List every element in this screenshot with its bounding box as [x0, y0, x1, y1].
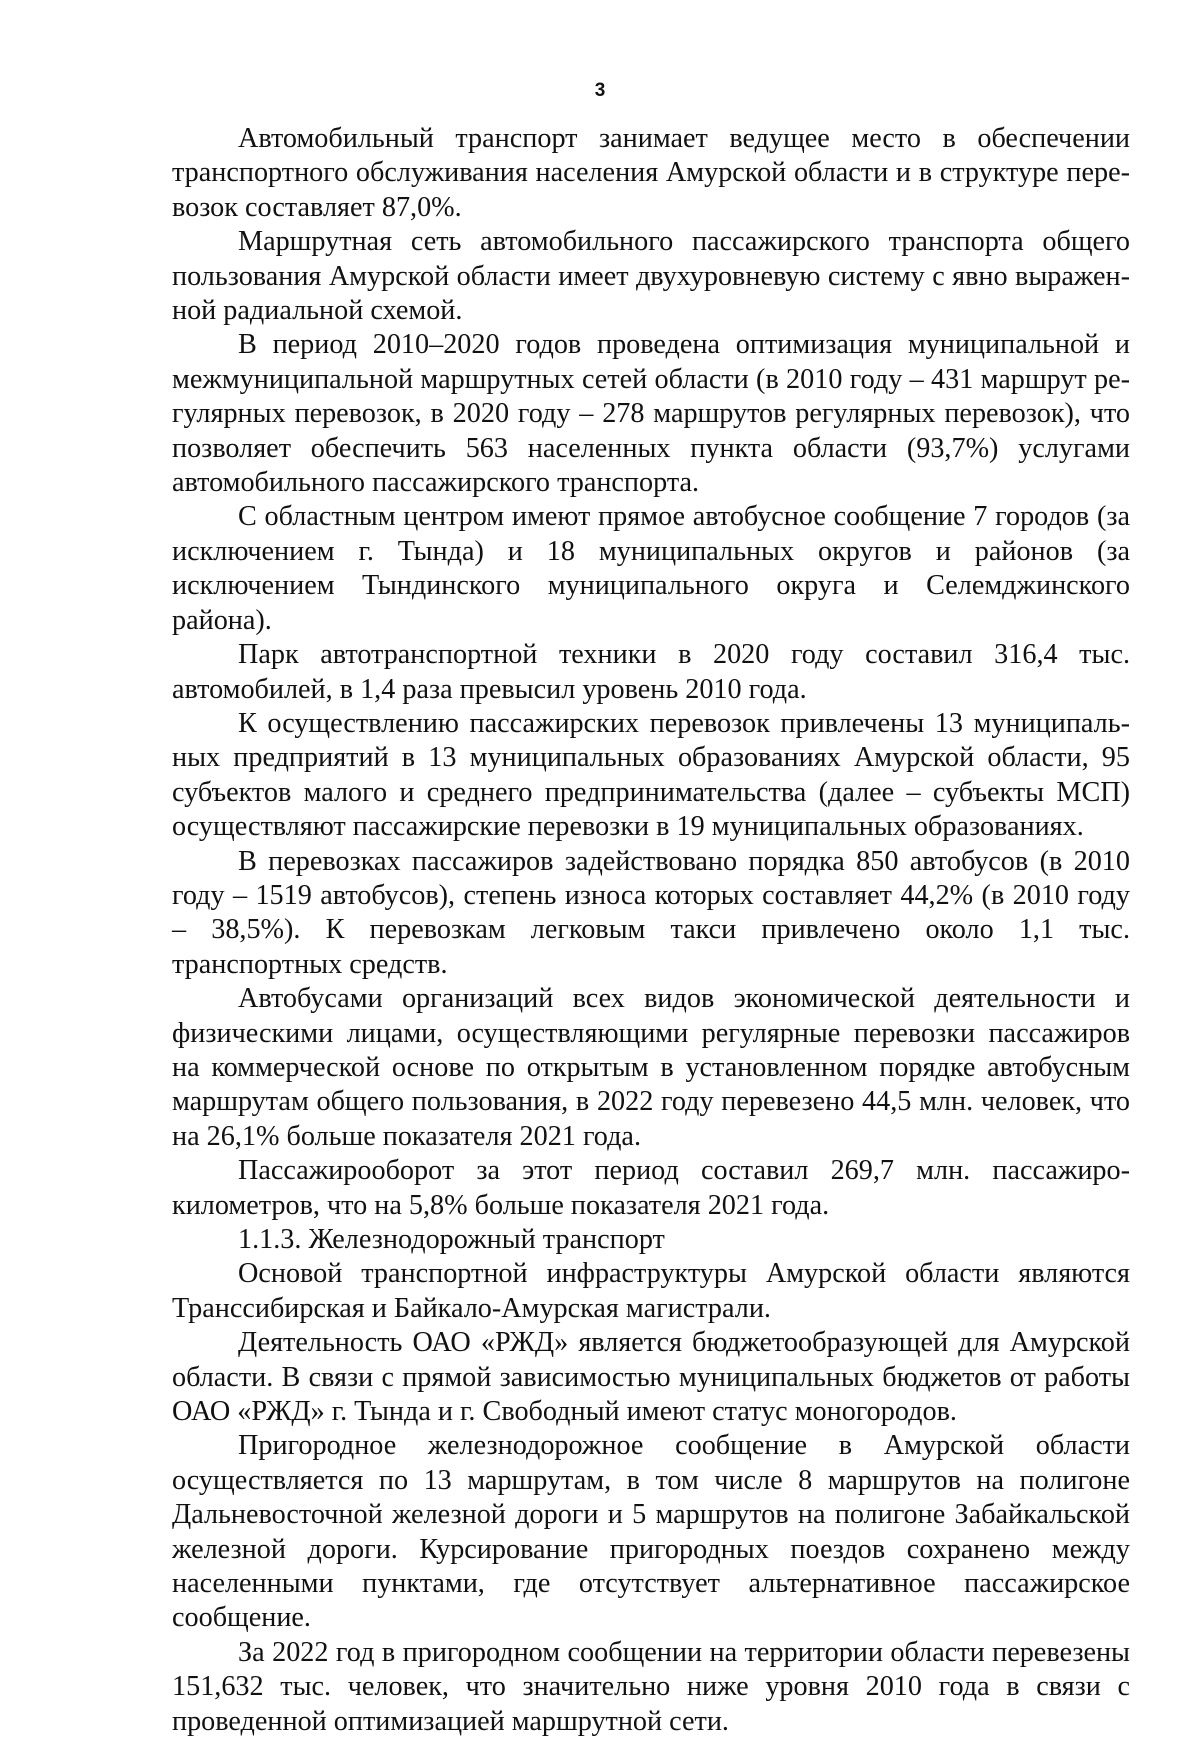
paragraph-rzd-activity: Деятельность ОАО «РЖД» является бюджетообразующей для Амурской области. В связи с прямой зависимостью муниципальных бюджетов от работы ОАО «РЖД» г. Тында и г. Свободный имеют статус моногородов. — [172, 1327, 1130, 1428]
paragraph-route-network: Маршрутная сеть автомобильного пассажирского транспорта общего пользования Амурской области имеет двухуровневую систему с явно выраженной радиальной схемой. — [172, 226, 1130, 327]
paragraph-vehicle-fleet: Парк автотранспортной техники в 2020 году составил 316,4 тыс. автомобилей, в 1,4 раза превысил уровень 2010 года. — [172, 639, 1130, 705]
paragraph-road-transport-share: Автомобильный транспорт занимает ведущее место в обеспечении транспортного обслуживания населения Амурской области и в структуре перевозок составляет 87,0%. — [172, 123, 1130, 223]
page-number: 3 — [594, 80, 606, 101]
paragraph-passengers-carried: Автобусами организаций всех видов экономической деятельности и физическими лицами, осуществляющими регулярные перевозки пассажиров на коммерческой основе по открытым в установленном порядке автобусным маршрутам общего пользования, в 2022 году перевезено 44,5 млн. человек, что на 26,1% больше показателя 2021 года. — [172, 983, 1130, 1152]
paragraph-route-optimization: В период 2010–2020 годов проведена оптимизация муниципальной и межмуниципальной маршрутных сетей области (в 2010 году – 431 маршрут регулярных перевозок, в 2020 году – 278 маршрутов регулярных перевозок), что позволяет обеспечить 563 населенных пункта области (93,7%) услугами автомобильного пассажирского транспорта. — [172, 329, 1130, 499]
section-heading-rail-transport: 1.1.3. Железнодорожный транспорт — [238, 1224, 665, 1255]
paragraph-rail-infrastructure: Основой транспортной инфраструктуры Амурской области являются Транссибирская и Байкало-Амурская магистрали. — [172, 1258, 1130, 1324]
document-body — [172, 122, 1130, 1739]
paragraph-carriers: К осуществлению пассажирских перевозок привлечены 13 муниципальных предприятий в 13 муниципальных образованиях Амурской области, 95 субъектов малого и среднего предпринимательства (далее – субъекты МСП) осуществляют пассажирские перевозки в 19 муниципальных образованиях. — [172, 707, 1130, 843]
paragraph-passenger-turnover: Пассажирооборот за этот период составил 269,7 млн. пассажиро-километров, что на 5,8% больше показателя 2021 года. — [172, 1155, 1130, 1221]
paragraph-suburban-routes: Пригородное железнодорожное сообщение в Амурской области осуществляется по 13 маршрутам, в том числе 8 маршрутов на полигоне Дальневосточной железной дороги и 5 маршрутов на полигоне Забайкальской железной дороги. Курсирование пригородных поездов сохранено между населенными пунктами, где отсутствует альтернативное пассажирское сообщение. — [172, 1430, 1130, 1634]
paragraph-bus-connections: С областным центром имеют прямое автобусное сообщение 7 городов (за исключением г. Тында) и 18 муниципальных округов и районов (за исключением Тындинского муниципального округа и Селемджинского района). — [172, 501, 1130, 636]
paragraph-buses-count: В перевозках пассажиров задействовано порядка 850 автобусов (в 2010 году – 1519 автобусов), степень износа которых составляет 44,2% (в 2010 году – 38,5%). К перевозкам легковым такси привлечено около 1,1 тыс. транспортных средств. — [172, 845, 1130, 980]
paragraph-suburban-passengers: За 2022 год в пригородном сообщении на территории области перевезены 151,632 тыс. человек, что значительно ниже уровня 2010 года в связи с проведенной оптимизацией маршрутной сети. — [172, 1636, 1130, 1737]
